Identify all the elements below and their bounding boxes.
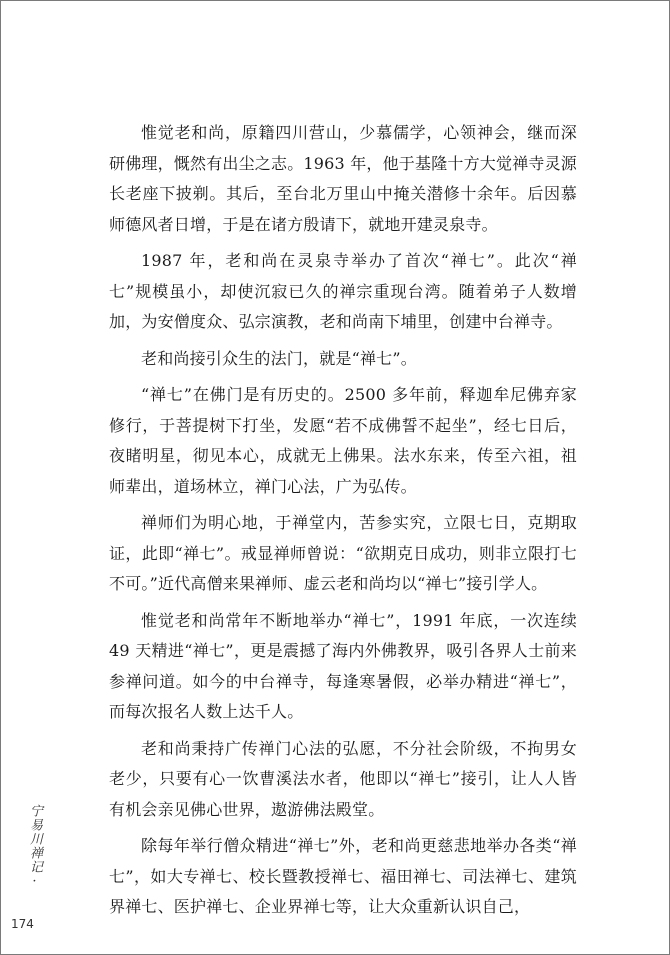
paragraph: 1987 年，老和尚在灵泉寺举办了首次“禅七”。此次“禅七”规模虽小，却使沉寂已久的禅宗重现台湾。随着弟子人数增加，为安僧度众、弘宗演教，老和尚南下埔里，创建中台禅寺。 <box>109 251 577 331</box>
paragraph: 禅师们为明心地，于禅堂内，苦参实究，立限七日，克期取证，此即“禅七”。戒显禅师曾说：“欲期克日成功，则非立限打七不可。”近代高僧来果禅师、虚云老和尚均以“禅七”接引学人。 <box>109 513 577 593</box>
page-number: 174 <box>11 917 34 931</box>
running-title: 宁易川禅记· <box>27 804 42 890</box>
paragraph: “禅七”在佛门是有历史的。2500 多年前，释迦牟尼佛弃家修行，于菩提树下打坐，发愿“若不成佛誓不起坐”，经七日后，夜睹明星，彻见本心，成就无上佛果。法水东来，传至六祖，祖师辈出，道场林立，禅门心法，广为弘传。 <box>109 385 577 496</box>
paragraph: 惟觉老和尚，原籍四川营山，少慕儒学，心领神会，继而深研佛理，慨然有出尘之志。1963 年，他于基隆十方大觉禅寺灵源长老座下披剃。其后，至台北万里山中掩关潜修十余年。后因慕师德风者日增，于是在诸方殷请下，就地开建灵泉寺。 <box>109 123 578 234</box>
paragraph: 惟觉老和尚常年不断地举办“禅七”，1991 年底，一次连续 49 天精进“禅七”，更是震撼了海内外佛教界，吸引各界人士前来参禅问道。如今的中台禅寺，每逢寒暑假，必举办精进“禅七”，而每次报名人数上达千人。 <box>109 610 577 721</box>
paragraph: 老和尚接引众生的法门，就是“禅七”。 <box>141 348 417 368</box>
body-text <box>109 118 577 929</box>
paragraph: 老和尚秉持广传禅门心法的弘愿，不分社会阶级，不拘男女老少，只要有心一饮曹溪法水者，他即以“禅七”接引，让人人皆有机会亲见佛心世界，遨游佛法殿堂。 <box>109 738 577 819</box>
paragraph: 除每年举行僧众精进“禅七”外，老和尚更慈悲地举办各类“禅七”，如大专禅七、校长暨教授禅七、福田禅七、司法禅七、建筑界禅七、医护禅七、企业界禅七等，让大众重新认识自己， <box>109 836 577 916</box>
